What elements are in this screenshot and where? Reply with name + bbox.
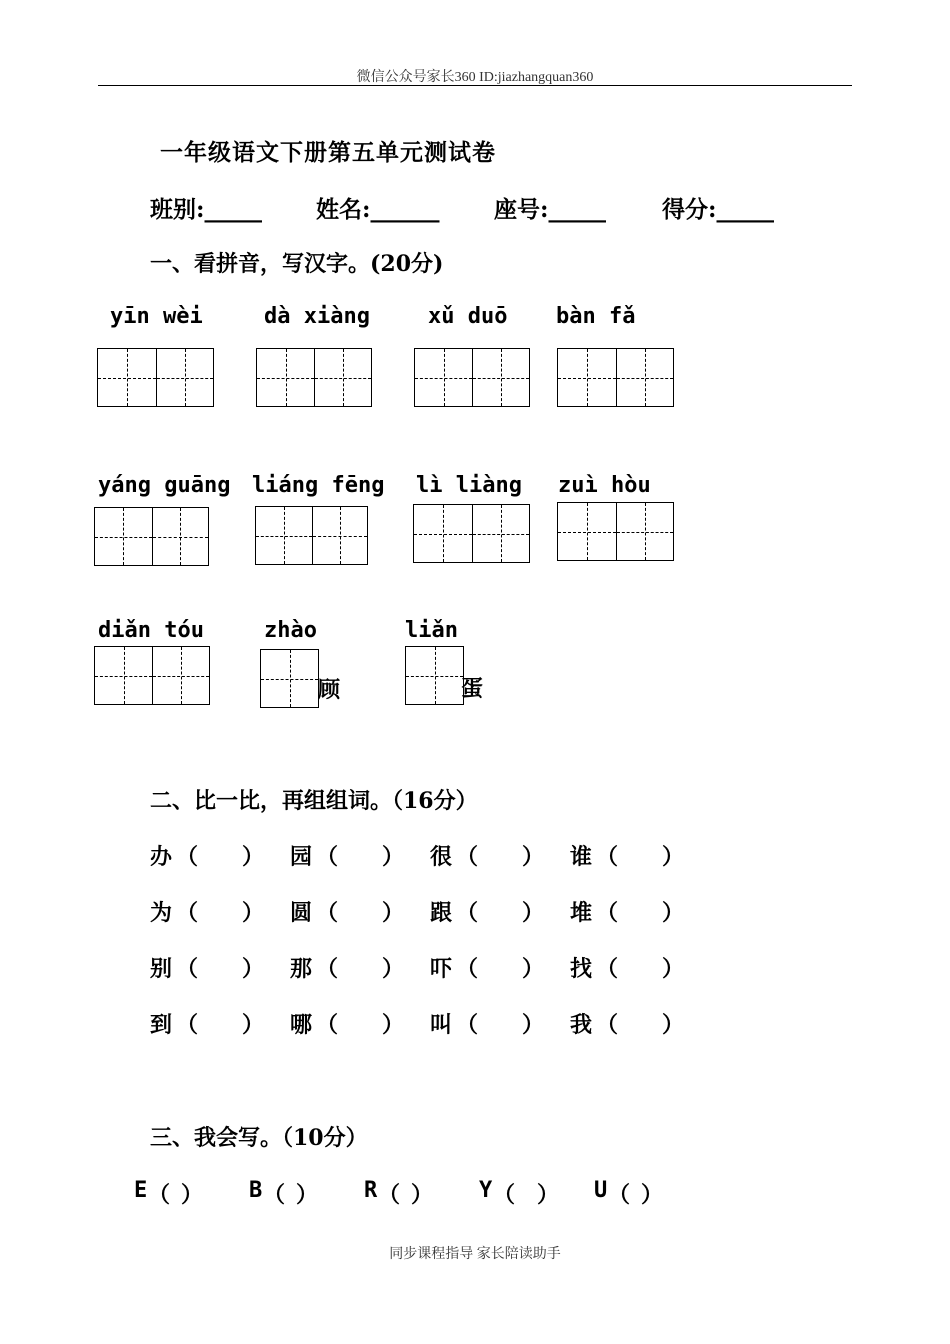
pinyin-label: lì liàng: [416, 473, 522, 498]
compare-char: 办: [150, 844, 173, 870]
answer-paren[interactable]: （ ）: [608, 1182, 664, 1208]
answer-paren[interactable]: （ ）: [493, 1182, 560, 1208]
answer-paren[interactable]: （ ）: [596, 900, 685, 926]
section-3-heading: 三、我会写。（10分）: [150, 1125, 368, 1151]
compare-char: 我: [570, 1012, 593, 1038]
writing-box[interactable]: [255, 506, 368, 565]
writing-box[interactable]: [94, 646, 210, 705]
writing-box[interactable]: [97, 348, 214, 407]
class-field: 班别:_____: [150, 196, 262, 223]
writing-box[interactable]: [413, 504, 530, 563]
answer-paren[interactable]: （ ）: [263, 1182, 319, 1208]
pinyin-label: zuì hòu: [558, 473, 651, 498]
answer-paren[interactable]: （ ）: [596, 844, 685, 870]
header-divider: [98, 85, 852, 86]
answer-paren[interactable]: （ ）: [456, 956, 545, 982]
page-footer: 同步课程指导 家长陪读助手: [389, 1247, 561, 1262]
compare-char: 那: [290, 956, 313, 982]
writing-box[interactable]: [256, 348, 372, 407]
answer-paren[interactable]: （ ）: [148, 1182, 204, 1208]
answer-paren[interactable]: （ ）: [316, 956, 405, 982]
answer-paren[interactable]: （ ）: [316, 900, 405, 926]
letter-label: Y: [479, 1178, 493, 1203]
letter-label: U: [594, 1178, 608, 1203]
compare-char: 到: [150, 1012, 173, 1038]
answer-paren[interactable]: （ ）: [176, 900, 265, 926]
answer-paren[interactable]: （ ）: [596, 956, 685, 982]
writing-box[interactable]: [94, 507, 209, 566]
compare-char: 很: [430, 844, 453, 870]
answer-paren[interactable]: （ ）: [316, 1012, 405, 1038]
compare-char: 堆: [570, 900, 593, 926]
section-1-heading: 一、看拼音，写汉字。(20分): [150, 251, 444, 277]
compare-char: 找: [570, 956, 593, 982]
compare-char: 别: [150, 956, 173, 982]
pinyin-label: bàn fǎ: [556, 304, 636, 329]
compare-char: 跟: [430, 900, 453, 926]
pinyin-label: yīn wèi: [110, 304, 203, 329]
compare-char: 谁: [570, 844, 593, 870]
answer-paren[interactable]: （ ）: [316, 844, 405, 870]
answer-paren[interactable]: （ ）: [176, 956, 265, 982]
answer-paren[interactable]: （ ）: [378, 1182, 434, 1208]
writing-box[interactable]: [260, 649, 319, 708]
writing-box[interactable]: [414, 348, 530, 407]
writing-box[interactable]: [405, 646, 464, 705]
compare-char: 哪: [290, 1012, 313, 1038]
pinyin-label: zhào: [264, 618, 317, 643]
compare-char: 叫: [430, 1012, 453, 1038]
compare-char: 吓: [430, 956, 453, 982]
pinyin-label: liǎn: [405, 618, 458, 643]
compare-char: 圆: [290, 900, 313, 926]
letter-label: B: [249, 1178, 263, 1203]
name-field: 姓名:______: [316, 196, 440, 223]
answer-paren[interactable]: （ ）: [456, 844, 545, 870]
writing-box[interactable]: [557, 502, 674, 561]
section-2-heading: 二、比一比，再组组词。（16分）: [150, 788, 478, 814]
given-character: 顾: [318, 677, 341, 703]
pinyin-label: xǔ duō: [428, 304, 508, 329]
compare-char: 为: [150, 900, 173, 926]
pinyin-label: yáng guāng: [98, 473, 231, 498]
page-title: 一年级语文下册第五单元测试卷: [160, 139, 496, 166]
page-header: 微信公众号家长360 ID:jiazhangquan360: [356, 70, 594, 85]
answer-paren[interactable]: （ ）: [176, 1012, 265, 1038]
answer-paren[interactable]: （ ）: [176, 844, 265, 870]
pinyin-label: diǎn tóu: [98, 618, 204, 643]
answer-paren[interactable]: （ ）: [596, 1012, 685, 1038]
seat-field: 座号:_____: [494, 196, 606, 223]
answer-paren[interactable]: （ ）: [456, 900, 545, 926]
score-field: 得分:_____: [662, 196, 774, 223]
letter-label: E: [134, 1178, 148, 1203]
pinyin-label: dà xiàng: [264, 304, 370, 329]
letter-label: R: [364, 1178, 378, 1203]
writing-box[interactable]: [557, 348, 674, 407]
pinyin-label: liáng fēng: [252, 473, 385, 498]
answer-paren[interactable]: （ ）: [456, 1012, 545, 1038]
given-character: 蛋: [461, 676, 484, 702]
compare-char: 园: [290, 844, 313, 870]
